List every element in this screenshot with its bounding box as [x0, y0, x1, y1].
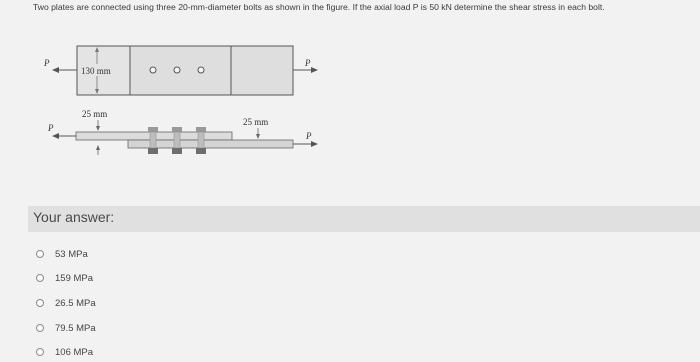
radio-button[interactable]	[36, 299, 44, 307]
question-text: Two plates are connected using three 20-mm-diameter bolts as shown in the figure. If the axial load P is 50 kN determine the shear stress in each bolt.	[33, 2, 605, 12]
option-label: 159 MPa	[55, 272, 94, 284]
top-load-right-label: P	[305, 58, 311, 68]
thickness-left-label: 25 mm	[82, 109, 108, 119]
option-1[interactable]	[36, 246, 88, 262]
bolt-2-top	[174, 67, 180, 73]
radio-button[interactable]	[36, 250, 44, 258]
side-load-left-label: P	[48, 123, 54, 133]
option-label: 53 MPa	[55, 248, 88, 260]
option-4[interactable]	[36, 320, 96, 336]
side-load-right-label: P	[306, 131, 312, 141]
option-label: 26.5 MPa	[55, 297, 96, 309]
option-2[interactable]	[36, 270, 93, 286]
thickness-right-label: 25 mm	[243, 117, 269, 127]
top-load-left-label: P	[44, 58, 50, 68]
option-5[interactable]	[36, 344, 93, 360]
answer-header-band	[28, 206, 700, 232]
option-label: 79.5 MPa	[55, 322, 96, 334]
bolt-1-top	[150, 67, 156, 73]
option-3[interactable]	[36, 295, 96, 311]
option-label: 106 MPa	[55, 346, 94, 358]
bolt-3-top	[198, 67, 204, 73]
radio-button[interactable]	[36, 348, 44, 356]
width-dimension-label: 130 mm	[81, 66, 111, 76]
radio-button[interactable]	[36, 324, 44, 332]
answer-title: Your answer:	[33, 209, 115, 225]
radio-button[interactable]	[36, 274, 44, 282]
